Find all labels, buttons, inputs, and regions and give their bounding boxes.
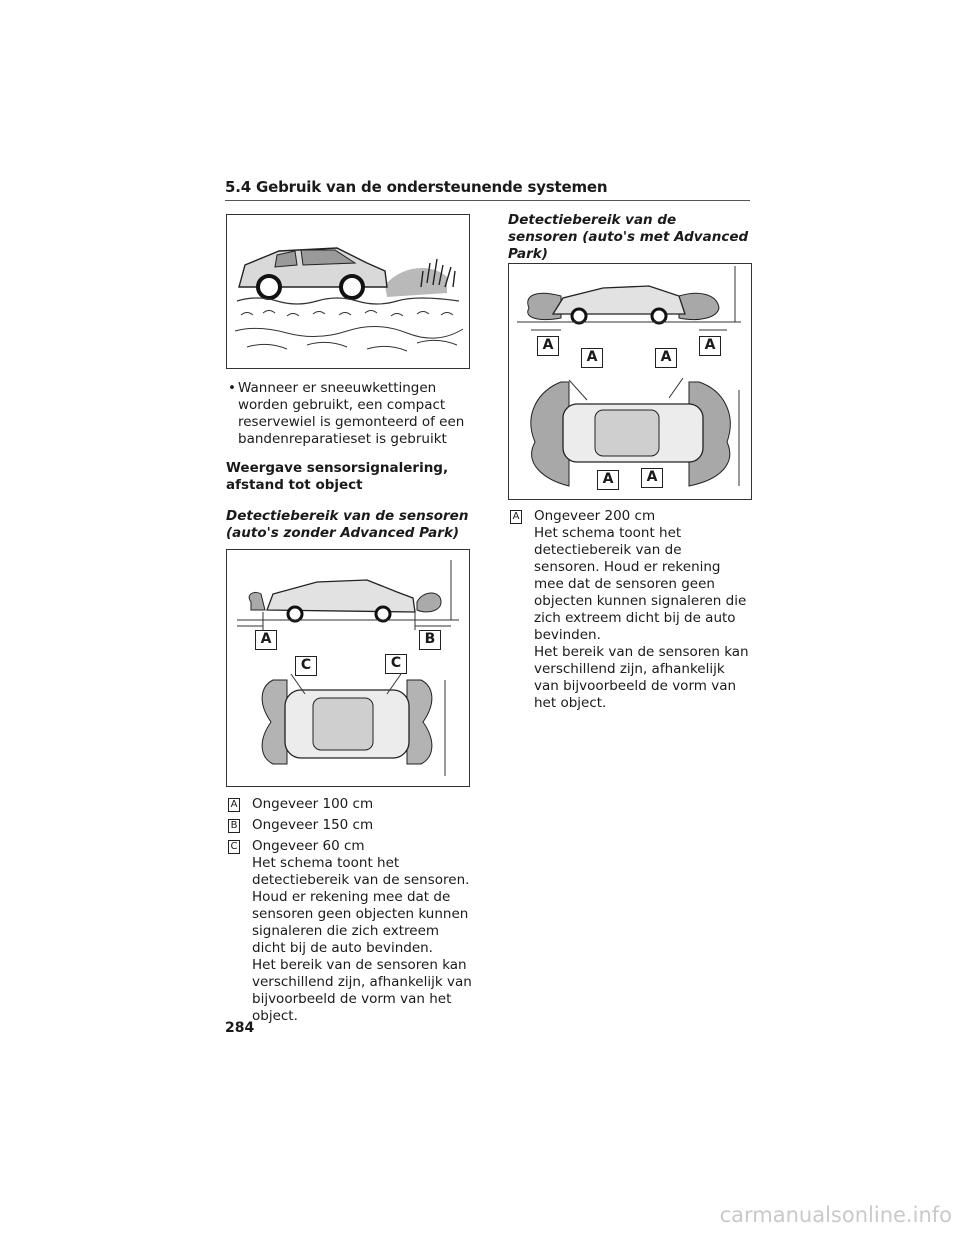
left-legend [226, 796, 476, 1025]
snow-scene-figure [226, 214, 470, 369]
page-number: 284 [225, 1020, 255, 1036]
bullet-snow-chains: • Wanneer er sneeuwkettingen worden gebruikt, een compact reservewiel is gemonteerd of een bandenreparatieset is gebruikt [228, 380, 465, 447]
legend-key-b: B [228, 819, 240, 833]
legend-item-c [226, 838, 476, 855]
heading-without-advanced-park: Detectiebereik van de sensoren (auto's zonder Advanced Park) [226, 508, 469, 541]
watermark: carmanualsonline.info [719, 1203, 952, 1227]
legend-item-a-right [508, 508, 750, 525]
sensor-range-figure-advanced-park [508, 263, 752, 500]
bullet-text: Wanneer er sneeuwkettingen worden gebruikt, een compact reservewiel is gemonteerd of een bandenreparatieset is gebruikt [238, 380, 465, 447]
right-paragraph-1: Het schema toont het detectiebereik van de sensoren. Houd er rekening mee dat de sensoren geen objecten kunnen signaleren die zich extreem dicht bij de auto bevinden. [534, 525, 747, 643]
label-a-5: A [597, 470, 619, 490]
label-c-front: C [295, 656, 317, 676]
sensor-range-figure-standard [226, 549, 470, 787]
legend-text-a: Ongeveer 100 cm [252, 796, 374, 812]
heading-with-advanced-park: Detectiebereik van de sensoren (auto's met Advanced Park) [508, 212, 749, 262]
right-column [508, 212, 750, 263]
legend-item-a [226, 796, 476, 813]
left-paragraph-2: Het bereik van de sensoren kan verschillend zijn, afhankelijk van bijvoorbeeld de vorm van het object. [252, 957, 472, 1024]
label-b: B [419, 630, 441, 650]
sensor-range-diagram [227, 550, 469, 786]
legend-text-a-right: Ongeveer 200 cm [534, 508, 656, 524]
label-a-3: A [581, 348, 603, 368]
legend-key-a-right: A [510, 510, 522, 524]
label-a-1: A [537, 336, 559, 356]
right-paragraph-2: Het bereik van de sensoren kan verschillend zijn, afhankelijk van bijvoorbeeld de vorm van het object. [534, 644, 749, 711]
right-legend [508, 508, 750, 712]
label-a-2: A [699, 336, 721, 356]
legend-text-c: Ongeveer 60 cm [252, 838, 365, 854]
heading-sensor-display: Weergave sensorsignalering, afstand tot object [226, 460, 449, 493]
legend-key-c: C [228, 840, 240, 854]
label-a: A [255, 630, 277, 650]
advanced-park-diagram [509, 264, 751, 499]
label-a-6: A [641, 468, 663, 488]
snow-car-illustration [227, 215, 469, 368]
legend-text-b: Ongeveer 150 cm [252, 817, 374, 833]
left-column [226, 380, 476, 542]
left-paragraph-1: Het schema toont het detectiebereik van de sensoren. Houd er rekening mee dat de sensoren geen objecten kunnen signaleren die zich extreem dicht bij de auto bevinden. [252, 855, 470, 956]
section-header: 5.4 Gebruik van de ondersteunende systemen [225, 178, 750, 201]
legend-item-b [226, 817, 476, 834]
label-a-4: A [655, 348, 677, 368]
legend-key-a: A [228, 798, 240, 812]
label-c-rear: C [385, 654, 407, 674]
